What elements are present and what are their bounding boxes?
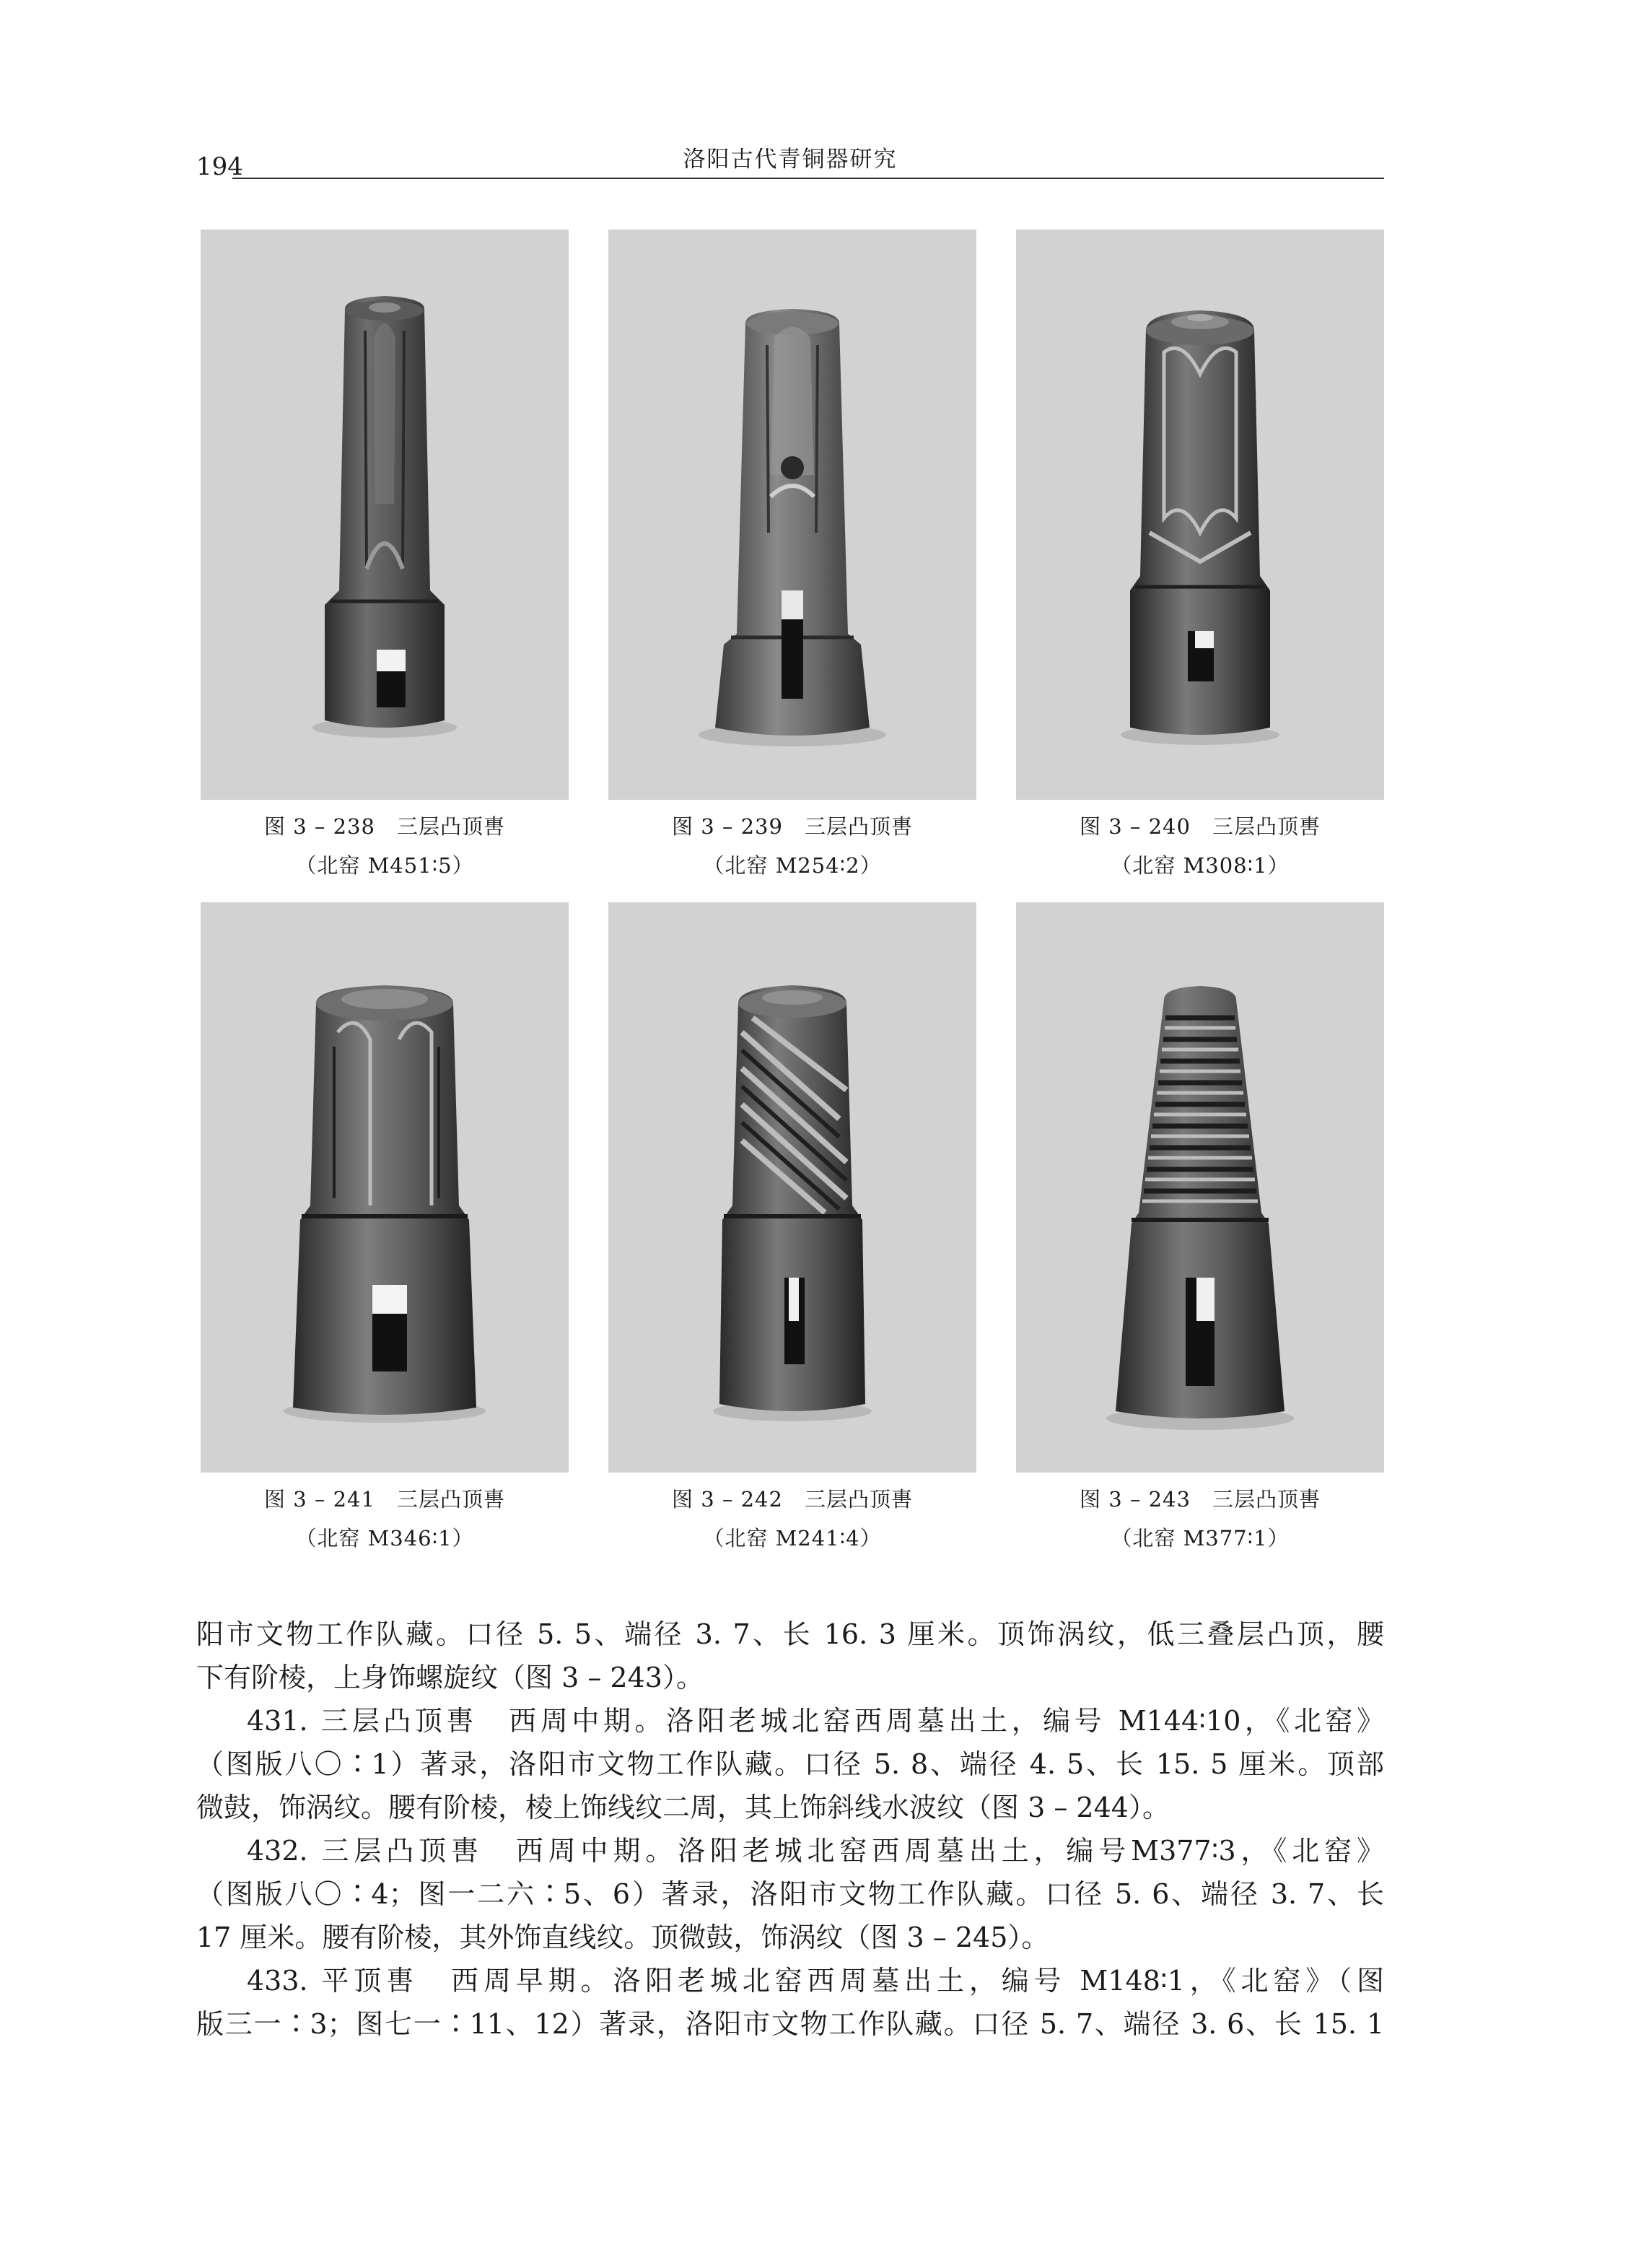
axle-cap-photo xyxy=(608,902,976,1473)
figure-source: （北窑 M241∶4） xyxy=(703,1526,882,1550)
figure-title: 三层凸顶軎 xyxy=(396,814,505,839)
figure-3-241 xyxy=(201,902,569,1558)
axle-cap-image xyxy=(201,902,569,1473)
body-text xyxy=(196,1613,1384,2046)
figure-label: 图 3 – 238 xyxy=(264,814,375,839)
text-line: （图版八〇∶4；图一二六∶5、6）著录，洛阳市文物工作队藏。口径 5. 6、端径 3. 7、长 xyxy=(196,1878,1384,1910)
axle-cap-image xyxy=(201,230,569,800)
figure-3-242 xyxy=(608,902,976,1558)
axle-cap-photo xyxy=(201,230,569,800)
figure-label: 图 3 – 239 xyxy=(672,814,783,839)
figure-caption xyxy=(1016,807,1384,885)
text-line: 阳市文物工作队藏。口径 5. 5、端径 3. 7、长 16. 3 厘米。顶饰涡纹，低三叠层凸顶，腰 xyxy=(196,1618,1384,1650)
text-line: 431. 三层凸顶軎 西周中期。洛阳老城北窑西周墓出土，编号 M144∶10，《北窑》 xyxy=(247,1705,1384,1737)
figure-label: 图 3 – 240 xyxy=(1080,814,1191,839)
axle-cap-photo xyxy=(1016,230,1384,800)
figure-3-243 xyxy=(1016,902,1384,1558)
figure-source: （北窑 M308∶1） xyxy=(1111,853,1290,878)
figure-label: 图 3 – 243 xyxy=(1080,1487,1191,1512)
figure-title: 三层凸顶軎 xyxy=(1212,814,1321,839)
page-header xyxy=(196,144,1384,180)
figure-3-240 xyxy=(1016,230,1384,885)
figure-title: 三层凸顶軎 xyxy=(396,1487,505,1512)
axle-cap-image xyxy=(1016,230,1384,800)
figure-caption xyxy=(201,807,569,885)
axle-cap-photo xyxy=(1016,902,1384,1473)
figure-title: 三层凸顶軎 xyxy=(1212,1487,1321,1512)
figure-source: （北窑 M451∶5） xyxy=(295,853,474,878)
figure-title: 三层凸顶軎 xyxy=(804,1487,913,1512)
text-line: 17 厘米。腰有阶棱，其外饰直线纹。顶微鼓，饰涡纹（图 3 – 245）。 xyxy=(196,1922,1049,1953)
figure-title: 三层凸顶軎 xyxy=(804,814,913,839)
figure-label: 图 3 – 241 xyxy=(264,1487,375,1512)
header-rule xyxy=(232,178,1384,179)
text-line: 微鼓，饰涡纹。腰有阶棱，棱上饰线纹二周，其上饰斜线水波纹（图 3 – 244）。 xyxy=(196,1792,1170,1823)
text-line: 版三一∶3；图七一∶11、12）著录，洛阳市文物工作队藏。口径 5. 7、端径 3. 6、长 15. 1 xyxy=(196,2008,1384,2040)
text-line: （图版八〇∶1）著录，洛阳市文物工作队藏。口径 5. 8、端径 4. 5、长 15. 5 厘米。顶部 xyxy=(196,1748,1384,1780)
text-line: 下有阶棱，上身饰螺旋纹（图 3 – 243）。 xyxy=(196,1662,704,1693)
text-line: 433. 平顶軎 西周早期。洛阳老城北窑西周墓出土，编号 M148∶1，《北窑》（图 xyxy=(247,1965,1384,1997)
figure-source: （北窑 M254∶2） xyxy=(703,853,882,878)
axle-cap-photo xyxy=(201,902,569,1473)
axle-cap-image xyxy=(1016,902,1384,1473)
figure-label: 图 3 – 242 xyxy=(672,1487,783,1512)
figure-3-239 xyxy=(608,230,976,885)
axle-cap-photo xyxy=(608,230,976,800)
running-title: 洛阳古代青铜器研究 xyxy=(683,147,898,173)
axle-cap-image xyxy=(608,902,976,1473)
figure-caption xyxy=(608,1480,976,1558)
figure-source: （北窑 M377∶1） xyxy=(1111,1526,1290,1550)
text-line: 432. 三层凸顶軎 西周中期。洛阳老城北窑西周墓出土，编号M377∶3，《北窑》 xyxy=(247,1835,1384,1867)
axle-cap-image xyxy=(608,230,976,800)
page-number: 194 xyxy=(196,152,243,181)
figure-3-238 xyxy=(201,230,569,885)
figure-caption xyxy=(608,807,976,885)
figure-caption xyxy=(201,1480,569,1558)
figure-caption xyxy=(1016,1480,1384,1558)
figure-source: （北窑 M346∶1） xyxy=(295,1526,474,1550)
